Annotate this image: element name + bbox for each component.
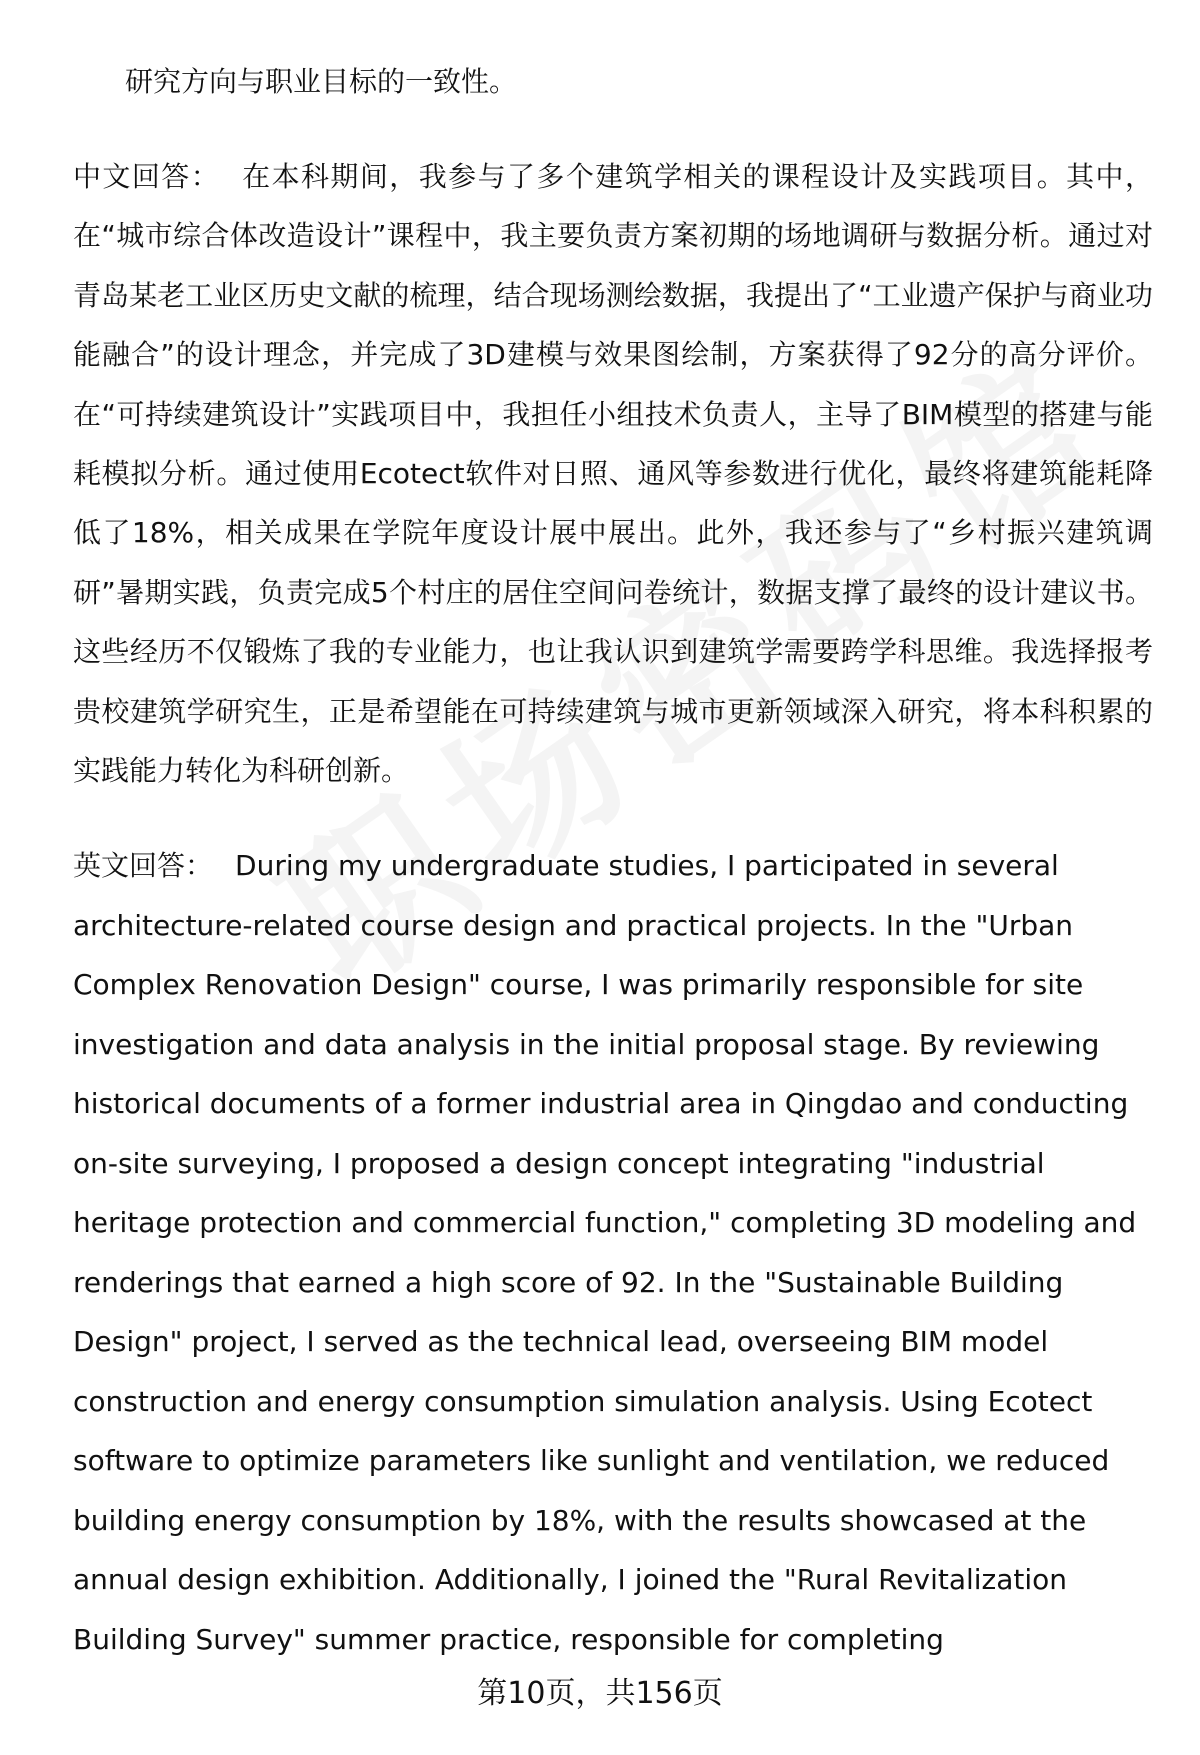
document-body — [73, 52, 1153, 1705]
chinese-answer-paragraph — [73, 147, 1153, 800]
english-answer-label: 英文回答： — [73, 849, 214, 883]
page-number-footer: 第10页，共156页 — [477, 1676, 723, 1711]
intro-line: 研究方向与职业目标的一致性。 — [125, 65, 518, 98]
english-answer-text: During my undergraduate studies, I participated in several architecture-related course design and practical projects. In the "Urban Complex Renovation Design" course, I was primarily responsible for site investigation and data analysis in the initial proposal stage. By reviewing historical documents of a former industrial area in Qingdao and conducting on-site surveying, I proposed a design concept integrating "industrial heritage protection and commercial function," completing 3D modeling and renderings that earned a high score of 92. In the "Sustainable Building Design" project, I served as the technical lead, overseeing BIM model construction and energy consumption simulation analysis. Using Ecotect software to optimize parameters like sunlight and ventilation, we reduced building energy consumption by 18%, with the results showcased at the annual design exhibition. Additionally, I joined the "Rural Revitalization Building Survey" summer practice, responsible for completing — [73, 849, 1137, 1656]
chinese-answer-text: 在本科期间，我参与了多个建筑学相关的课程设计及实践项目。其中，在“城市综合体改造设计”课程中，我主要负责方案初期的场地调研与数据分析。通过对青岛某老工业区历史文献的梳理，结合现场测绘数据，我提出了“工业遗产保护与商业功能融合”的设计理念，并完成了3D建模与效果图绘制，方案获得了92分的高分评价。在“可持续建筑设计”实践项目中，我担任小组技术负责人，主导了BIM模型的搭建与能耗模拟分析。通过使用Ecotect软件对日照、通风等参数进行优化，最终将建筑能耗降低了18%，相关成果在学院年度设计展中展出。此外，我还参与了“乡村振兴建筑调研”暑期实践，负责完成5个村庄的居住空间问卷统计，数据支撑了最终的设计建议书。这些经历不仅锻炼了我的专业能力，也让我认识到建筑学需要跨学科思维。我选择报考贵校建筑学研究生，正是希望能在可持续建筑与城市更新领域深入研究，将本科积累的实践能力转化为科研创新。 — [73, 160, 1153, 788]
chinese-answer-label: 中文回答： — [73, 160, 221, 193]
english-answer-paragraph — [73, 836, 1153, 1669]
